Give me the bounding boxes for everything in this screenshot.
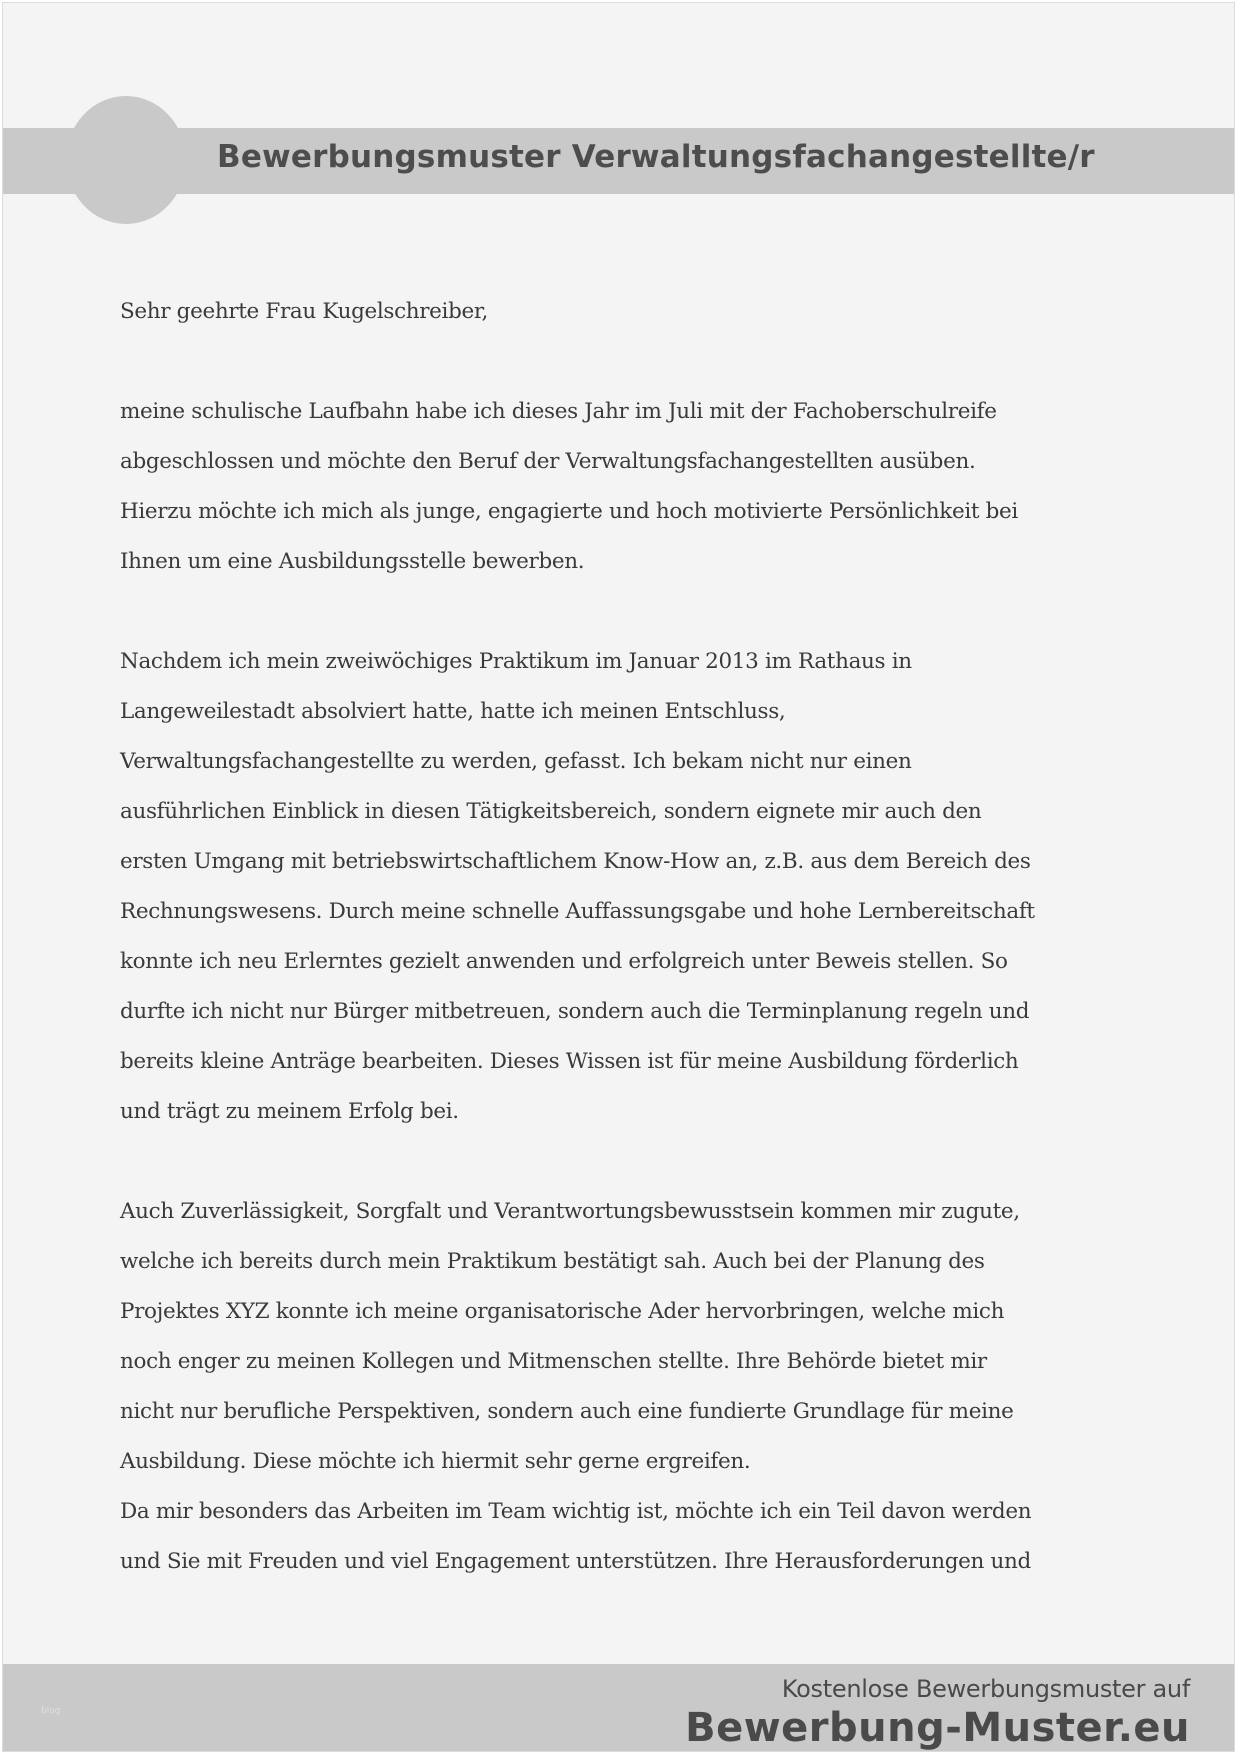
text-line: meine schulische Laufbahn habe ich dieses Jahr im Juli mit der Fachoberschulreife	[120, 399, 997, 424]
text-line: Da mir besonders das Arbeiten im Team wichtig ist, möchte ich ein Teil davon werden	[120, 1499, 1032, 1524]
salutation: Sehr geehrte Frau Kugelschreiber,	[120, 299, 488, 324]
text-line: abgeschlossen und möchte den Beruf der Verwaltungsfachangestellten ausüben.	[120, 449, 976, 474]
text-line: Hierzu möchte ich mich als junge, engagierte und hoch motivierte Persönlichkeit bei	[120, 499, 1018, 524]
text-line: Auch Zuverlässigkeit, Sorgfalt und Verantwortungsbewusstsein kommen mir zugute,	[120, 1199, 1020, 1224]
text-line: ausführlichen Einblick in diesen Tätigkeitsbereich, sondern eignete mir auch den	[120, 799, 982, 824]
footer-brand-link[interactable]: Bewerbung-Muster.eu	[685, 1705, 1190, 1751]
text-line: Langeweilestadt absolviert hatte, hatte ich meinen Entschluss,	[120, 699, 786, 724]
page-title: Bewerbungsmuster Verwaltungsfachangestellte/r	[217, 139, 1095, 175]
text-line: welche ich bereits durch mein Praktikum bestätigt sah. Auch bei der Planung des	[120, 1249, 985, 1274]
text-line: nicht nur berufliche Perspektiven, sondern auch eine fundierte Grundlage für meine	[120, 1399, 1014, 1424]
paragraph-teamwork	[120, 1487, 1130, 1587]
text-line: Rechnungswesens. Durch meine schnelle Auffassungsgabe und hohe Lernbereitschaft	[120, 899, 1035, 924]
paragraph-internship	[120, 637, 1130, 1137]
text-line: und Sie mit Freuden und viel Engagement unterstützen. Ihre Herausforderungen und	[120, 1549, 1031, 1574]
text-line: durfte ich nicht nur Bürger mitbetreuen, sondern auch die Terminplanung regeln und	[120, 999, 1030, 1024]
text-line: noch enger zu meinen Kollegen und Mitmenschen stellte. Ihre Behörde bietet mir	[120, 1349, 987, 1374]
text-line: Ihnen um eine Ausbildungsstelle bewerben.	[120, 549, 585, 574]
text-line: Ausbildung. Diese möchte ich hiermit sehr gerne ergreifen.	[120, 1449, 751, 1474]
text-line: Projektes XYZ konnte ich meine organisatorische Ader hervorbringen, welche mich	[120, 1299, 1005, 1324]
document-page	[2, 2, 1235, 1752]
text-line: bereits kleine Anträge bearbeiten. Dieses Wissen ist für meine Ausbildung förderlich	[120, 1049, 1019, 1074]
text-line: konnte ich neu Erlerntes gezielt anwenden und erfolgreich unter Beweis stellen. So	[120, 949, 1008, 974]
text-line: Verwaltungsfachangestellte zu werden, gefasst. Ich bekam nicht nur einen	[120, 749, 912, 774]
footer-watermark: blog	[41, 1706, 61, 1716]
text-line: und trägt zu meinem Erfolg bei.	[120, 1099, 459, 1124]
paragraph-intro	[120, 387, 1130, 587]
text-line: Nachdem ich mein zweiwöchiges Praktikum im Januar 2013 im Rathaus in	[120, 649, 912, 674]
footer-tagline: Kostenlose Bewerbungsmuster auf	[781, 1675, 1190, 1703]
letter-body	[120, 287, 1130, 1587]
paragraph-qualities	[120, 1187, 1130, 1487]
header-circle-decoration	[66, 96, 186, 224]
text-line: ersten Umgang mit betriebswirtschaftlichem Know-How an, z.B. aus dem Bereich des	[120, 849, 1031, 874]
